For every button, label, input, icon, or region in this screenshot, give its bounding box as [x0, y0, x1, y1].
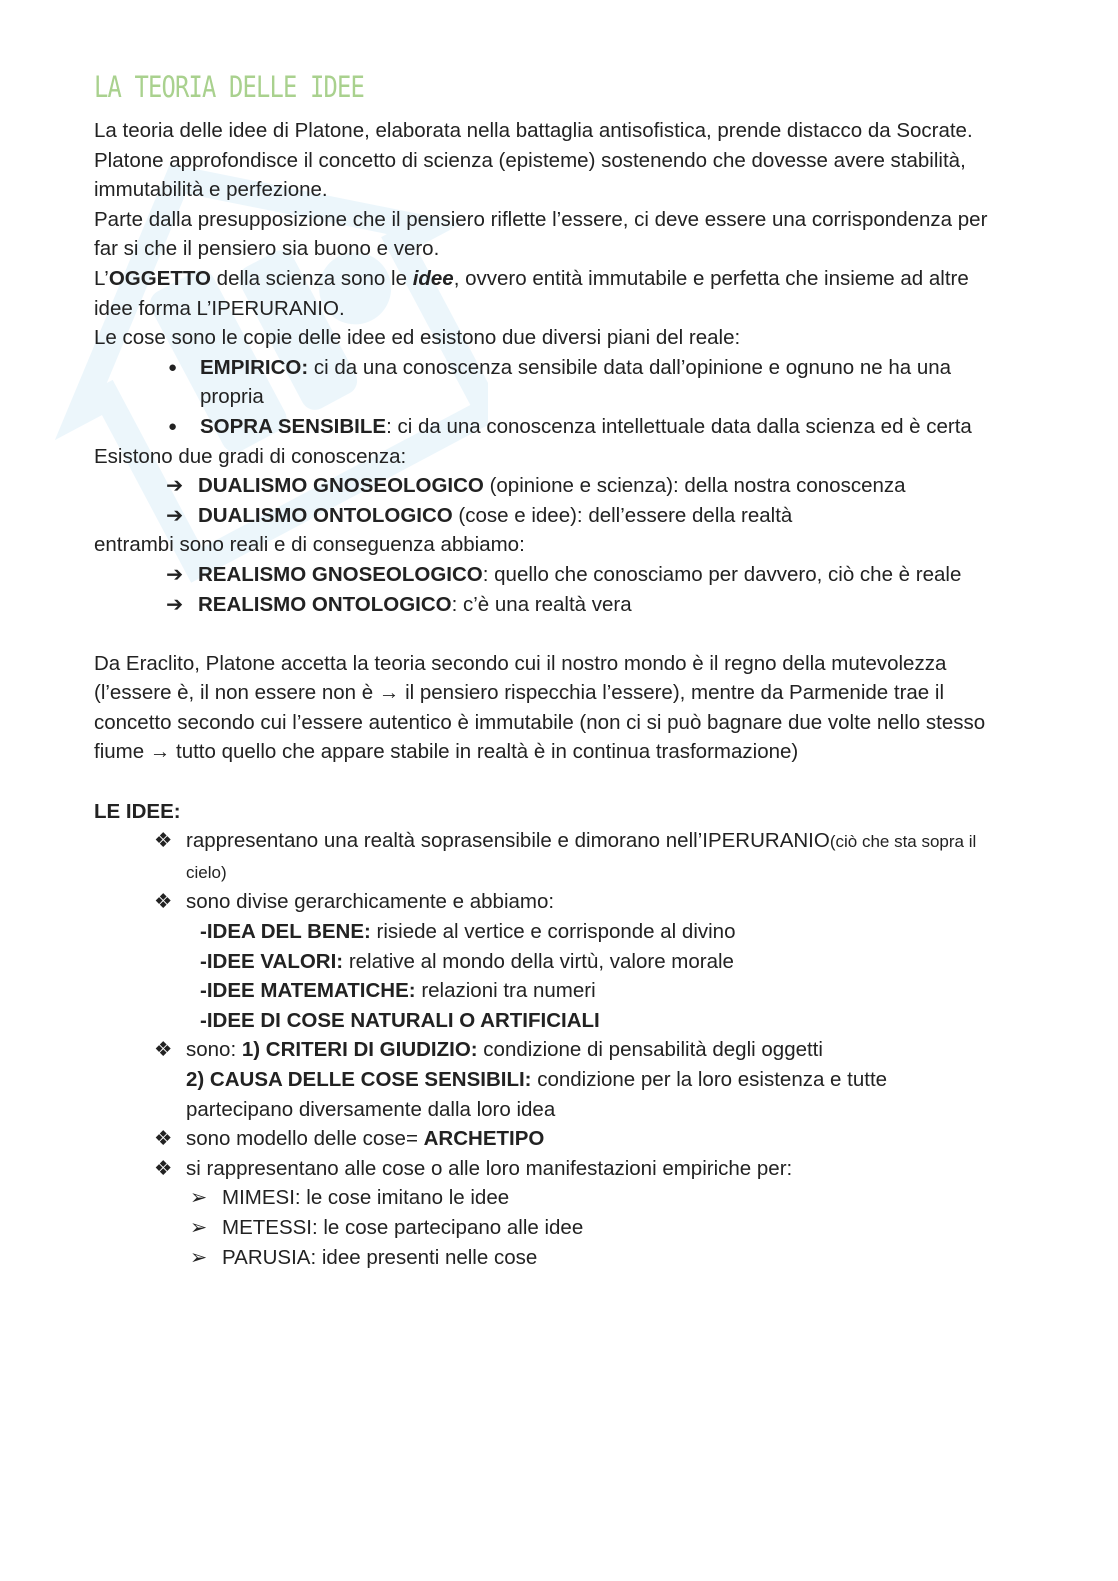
- p4-prefix: L’: [94, 266, 109, 290]
- list-item-term: DUALISMO ONTOLOGICO: [198, 503, 453, 527]
- list-item-text: sono modello delle cose=: [186, 1127, 424, 1151]
- list-item: [94, 1035, 994, 1124]
- list-item: [94, 412, 994, 442]
- hierarchy-list: [94, 917, 994, 1035]
- spacer: [94, 767, 994, 797]
- list-item-text: condizione di pensabilità degli oggetti: [477, 1038, 823, 1062]
- list-item: [94, 1243, 994, 1273]
- bullet-dot-icon: ●: [168, 358, 178, 376]
- eraclito-paragraph: Da Eraclito, Platone accetta la teoria secondo cui il nostro mondo è il regno della mutevolezza (l’essere è, il non essere non è → il pensiero rispecchia l’essere), mentre da Parmenide trae il concetto secondo cui l’essere autentico è immutabile (non ci si può bagnare due volte nello stesso fiume → tutto quello che appare stabile in realtà è in continua trasformazione): [94, 651, 986, 764]
- arrow-right-icon: ➔: [166, 562, 184, 586]
- list-item-text: ci da una conoscenza sensibile data dall’opinione e ognuno ne ha una propria: [200, 355, 952, 409]
- hierarchy-item: [200, 1006, 994, 1036]
- list-item-text: condizione per la loro esistenza e tutte partecipano diversamente dalla loro idea: [186, 1068, 888, 1121]
- list-item-term: ARCHETIPO: [423, 1127, 545, 1151]
- idee-heading: LE IDEE:: [94, 799, 181, 823]
- list-item-term: REALISMO GNOSEOLOGICO: [198, 562, 483, 586]
- hierarchy-term: -IDEE MATEMATICHE:: [200, 979, 416, 1003]
- intro-paragraph-2: Platone approfondisce il concetto di scienza (episteme) sostenendo che dovesse avere stabilità, immutabilità e perfezione.: [94, 148, 966, 202]
- document-body: [94, 116, 994, 1272]
- list-item: [94, 353, 994, 412]
- diamond-bullet-icon: ❖: [154, 1038, 173, 1062]
- list-item-text: METESSI: le cose partecipano alle idee: [222, 1215, 584, 1239]
- list-item: [94, 826, 994, 887]
- idee-term: idee: [412, 266, 454, 290]
- gradi-intro: Esistono due gradi di conoscenza:: [94, 444, 407, 468]
- list-item-text: PARUSIA: idee presenti nelle cose: [222, 1245, 538, 1269]
- oggetto-term: OGGETTO: [108, 266, 211, 290]
- spacer: [94, 619, 994, 649]
- arrow-right-icon: ➔: [166, 474, 184, 498]
- diamond-bullet-icon: ❖: [154, 890, 173, 914]
- triangle-arrow-icon: ➢: [190, 1215, 208, 1239]
- hierarchy-text: relazioni tra numeri: [415, 979, 596, 1003]
- list-item-term: REALISMO ONTOLOGICO: [198, 592, 452, 616]
- hierarchy-item: [200, 947, 994, 977]
- list-item-text: si rappresentano alle cose o alle loro manifestazioni empiriche per:: [186, 1156, 793, 1180]
- list-item-term: SOPRA SENSIBILE: [200, 414, 387, 438]
- list-item-note: (ciò che sta sopra il cielo): [186, 832, 977, 882]
- list-item: [94, 1213, 994, 1243]
- list-item: [94, 887, 994, 917]
- list-item: [94, 560, 994, 590]
- diamond-bullet-icon: ❖: [154, 829, 173, 853]
- list-item-term: EMPIRICO:: [200, 355, 309, 379]
- hierarchy-term: -IDEA DEL BENE:: [200, 920, 371, 944]
- list-item: [94, 1124, 994, 1154]
- bullet-dot-icon: ●: [168, 417, 178, 435]
- list-item: [94, 501, 994, 531]
- triangle-arrow-icon: ➢: [190, 1245, 208, 1269]
- list-item-text: MIMESI: le cose imitano le idee: [222, 1186, 510, 1210]
- hierarchy-text: risiede al vertice e corrisponde al divino: [370, 920, 736, 944]
- triangle-arrow-icon: ➢: [190, 1186, 208, 1210]
- p4-suffix: , ovvero entità immutabile e perfetta che insieme ad altre idee forma L’IPERURANIO.: [94, 266, 969, 320]
- diamond-bullet-icon: ❖: [154, 1156, 173, 1180]
- document-page: [94, 64, 994, 1272]
- intro-paragraph-3: Parte dalla presupposizione che il pensiero riflette l’essere, ci deve essere una corrispondenza per far si che il pensiero sia buono e vero.: [94, 207, 988, 261]
- list-item: [94, 590, 994, 620]
- list-item: [94, 1154, 994, 1184]
- list-item: [94, 471, 994, 501]
- hierarchy-item: [200, 976, 994, 1006]
- page-title: LA TEORIA DELLE IDEE: [94, 70, 364, 104]
- list-item-text: sono:: [186, 1038, 242, 1062]
- list-item-term: 2) CAUSA DELLE COSE SENSIBILI:: [186, 1068, 532, 1091]
- hierarchy-term: -IDEE VALORI:: [200, 949, 344, 973]
- arrow-right-icon: ➔: [166, 592, 184, 616]
- list-item-text: (cose e idee): dell’essere della realtà: [452, 503, 793, 527]
- intro-paragraph-1: La teoria delle idee di Platone, elaborata nella battaglia antisofistica, prende distacco da Socrate.: [94, 119, 973, 142]
- list-item: [94, 1183, 994, 1213]
- hierarchy-item: [200, 917, 994, 947]
- list-item-term: DUALISMO GNOSEOLOGICO: [198, 474, 484, 498]
- diamond-bullet-icon: ❖: [154, 1127, 173, 1151]
- list-item-text: : ci da una conoscenza intellettuale data dalla scienza ed è certa: [386, 414, 972, 438]
- list-item-text: (opinione e scienza): della nostra conoscenza: [483, 474, 906, 498]
- list-item-text: sono divise gerarchicamente e abbiamo:: [186, 890, 555, 914]
- list-item-text: : quello che conosciamo per davvero, ciò che è reale: [482, 562, 962, 586]
- list-item-text: rappresentano una realtà soprasensibile e dimorano nell’IPERURANIO: [186, 829, 830, 853]
- intro-paragraph-5: Le cose sono le copie delle idee ed esistono due diversi piani del reale:: [94, 326, 741, 350]
- list-item-text: : c’è una realtà vera: [451, 592, 632, 616]
- arrow-right-icon: ➔: [166, 503, 184, 527]
- hierarchy-term: -IDEE DI COSE NATURALI O ARTIFICIALI: [200, 1008, 600, 1032]
- p4-middle: della scienza sono le: [210, 266, 413, 290]
- intro-paragraph-4: [94, 264, 994, 323]
- hierarchy-text: relative al mondo della virtù, valore morale: [343, 949, 734, 973]
- entrambi-text: entrambi sono reali e di conseguenza abbiamo:: [94, 533, 525, 557]
- list-item-term: 1) CRITERI DI GIUDIZIO:: [241, 1038, 478, 1062]
